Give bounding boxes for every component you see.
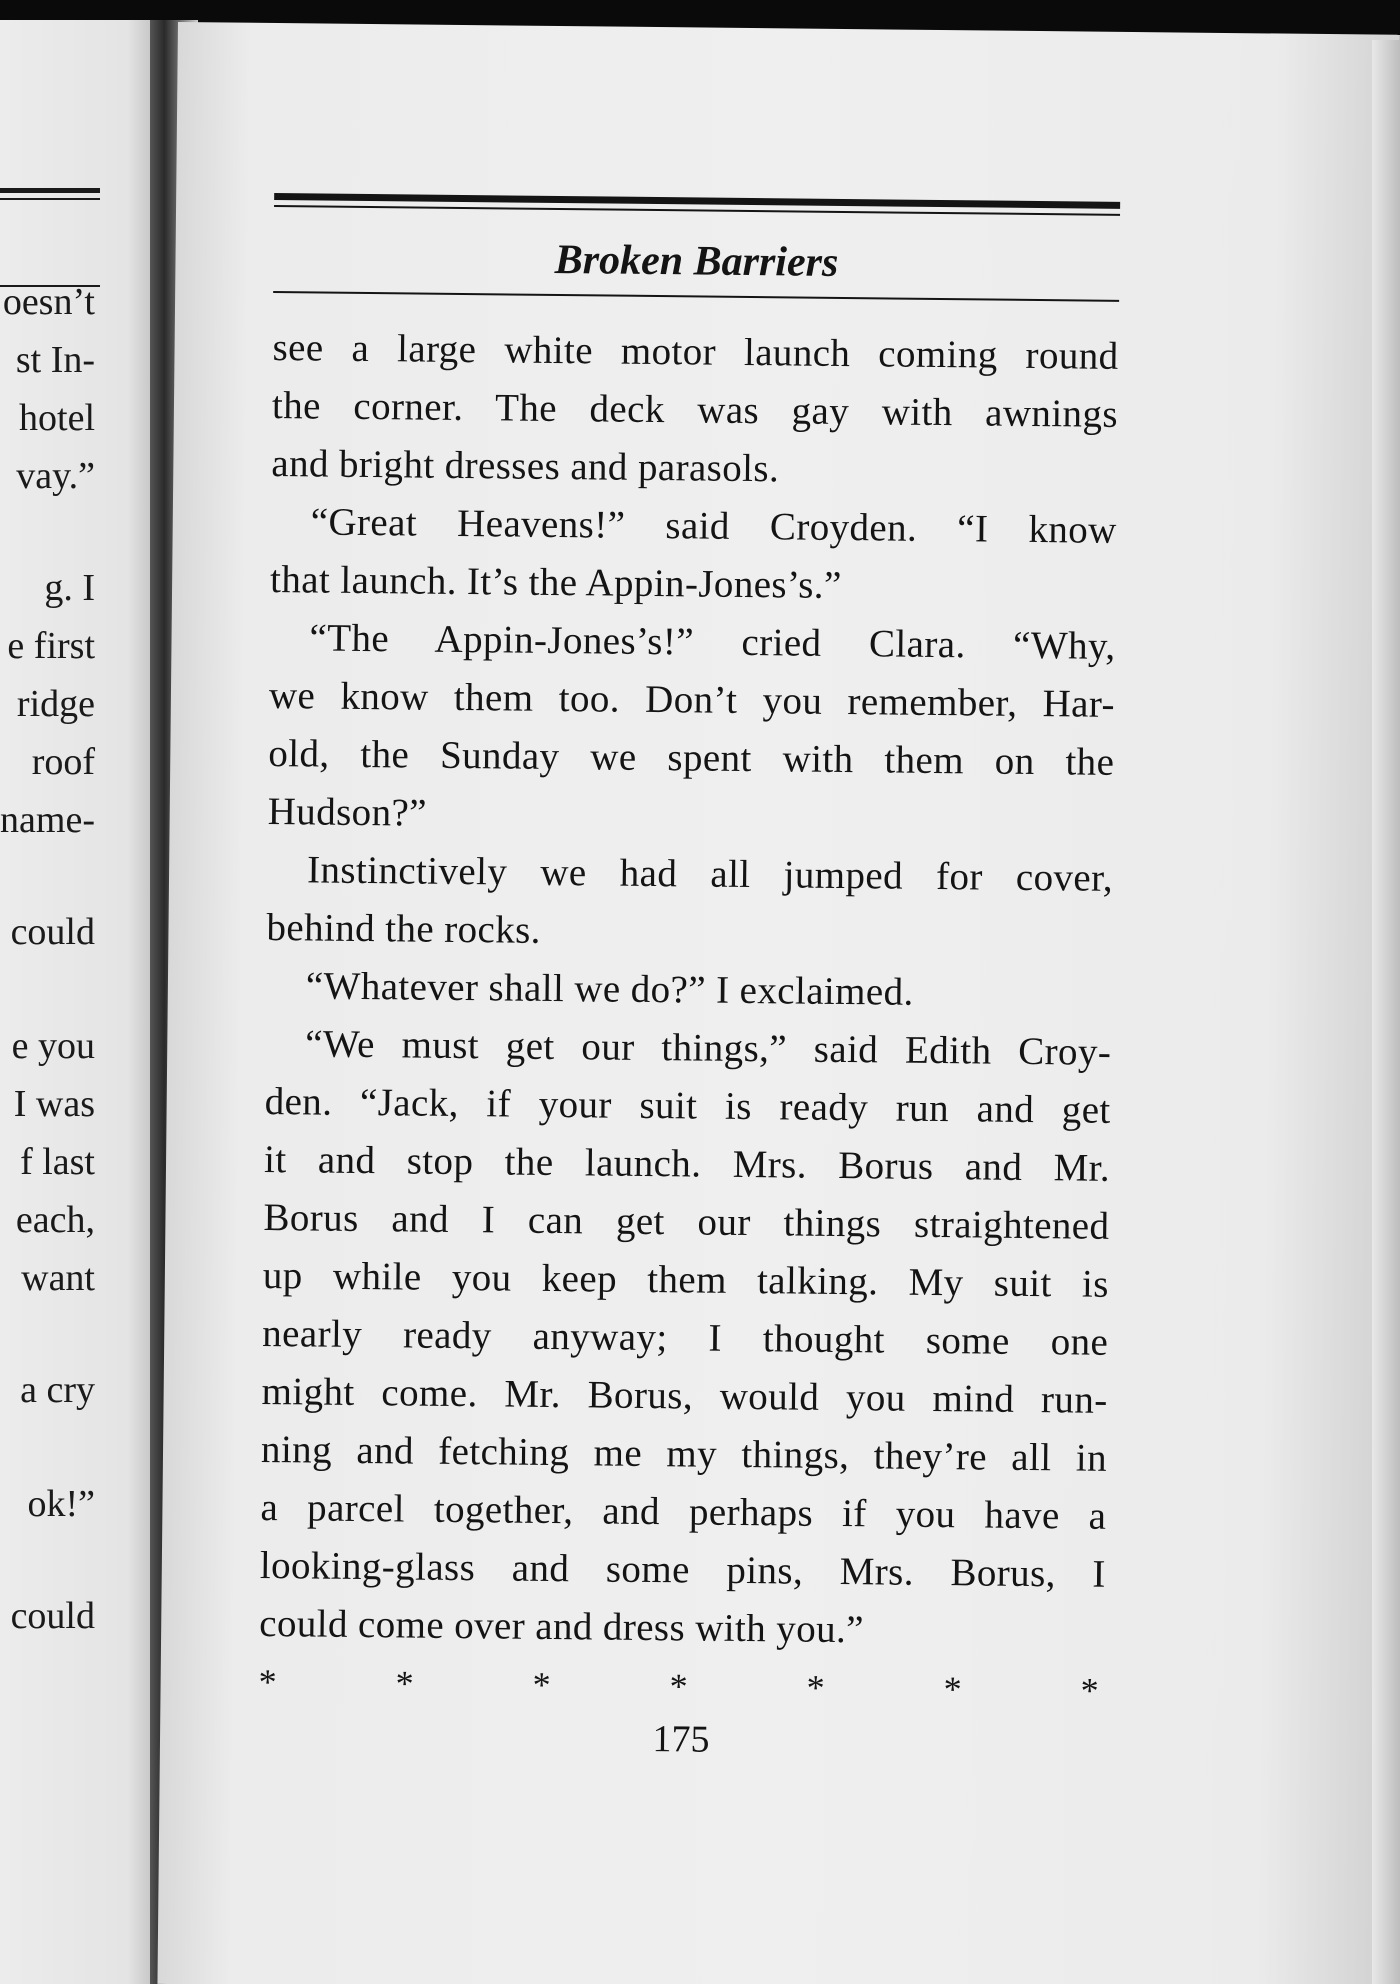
text-line: that launch. It’s the Appin-Jones’s.” <box>269 557 842 607</box>
asterisk: * <box>1080 1670 1099 1711</box>
left-page-line: g. I <box>44 567 95 609</box>
page-number: 175 <box>652 1718 710 1761</box>
text-line: Instinctively we had all jumped for cover, <box>306 848 1114 900</box>
section-break <box>258 1653 1105 1720</box>
text-line: Borus and I can get our things straightened <box>263 1195 1110 1248</box>
running-head: Broken Barriers <box>554 236 839 286</box>
left-page-line: f last <box>20 1141 95 1183</box>
running-head-rule <box>273 291 1119 302</box>
text-line: Hudson?” <box>267 789 428 835</box>
left-page-line: I was <box>13 1083 95 1125</box>
text-line: “Whatever shall we do?” I exclaimed. <box>305 964 914 1014</box>
left-page-line: each, <box>15 1199 95 1241</box>
text-line: “We must get our things,” said Edith Croy- <box>305 1022 1112 1074</box>
text-line: might come. Mr. Borus, would you mind run- <box>261 1369 1108 1422</box>
text-line: could come over and dress with you.” <box>259 1601 865 1652</box>
left-page-line: vay.” <box>16 455 95 497</box>
left-page-line: a cry <box>20 1369 95 1411</box>
asterisk: * <box>532 1664 551 1705</box>
right-page <box>157 22 1399 1984</box>
asterisk: * <box>395 1663 414 1704</box>
left-page-line: hotel <box>19 397 95 439</box>
left-page-line: oesn’t <box>2 281 95 323</box>
asterisk: * <box>258 1661 277 1703</box>
left-header-rule <box>0 168 100 186</box>
text-line: “The Appin-Jones’s!” cried Clara. “Why, <box>309 616 1116 668</box>
left-page-line: e first <box>7 625 95 667</box>
left-page-line: ok!” <box>27 1483 95 1525</box>
header-rule <box>274 171 1120 180</box>
left-page-line: st In- <box>15 339 95 381</box>
text-line: den. “Jack, if your suit is ready run and get <box>264 1079 1111 1132</box>
text-line: old, the Sunday we spent with them on the <box>268 731 1115 784</box>
page-edge <box>1372 40 1400 1984</box>
left-page-line: could <box>10 911 95 953</box>
asterisk: * <box>943 1669 962 1710</box>
left-page-line: name- <box>0 799 95 841</box>
left-page-line: roof <box>31 741 95 783</box>
text-line: and bright dresses and parasols. <box>271 442 780 491</box>
text-line: looking-glass and some pins, Mrs. Borus, I <box>259 1543 1107 1596</box>
text-line: nearly ready anyway; I thought some one <box>262 1311 1109 1364</box>
left-page-line: want <box>21 1257 95 1299</box>
left-page-line: e you <box>11 1025 95 1067</box>
text-line: a parcel together, and perhaps if you have a <box>260 1485 1107 1538</box>
left-page-line: could <box>10 1595 95 1637</box>
text-line: the corner. The deck was gay with awnings <box>271 384 1119 436</box>
text-line: up while you keep them talking. My suit is <box>262 1253 1110 1306</box>
text-line: ning and fetching me my things, they’re all in <box>260 1427 1108 1480</box>
text-line: we know them too. Don’t you remember, Har- <box>268 673 1116 726</box>
asterisk: * <box>806 1667 825 1708</box>
text-line: it and stop the launch. Mrs. Borus and Mr. <box>263 1137 1111 1190</box>
asterisk: * <box>669 1666 688 1707</box>
left-page-line: ridge <box>16 683 95 725</box>
body-text <box>258 319 1119 1720</box>
text-line: behind the rocks. <box>266 905 542 952</box>
text-line: see a large white motor launch coming round <box>272 326 1119 378</box>
text-line: “Great Heavens!” said Croyden. “I know <box>310 500 1117 552</box>
